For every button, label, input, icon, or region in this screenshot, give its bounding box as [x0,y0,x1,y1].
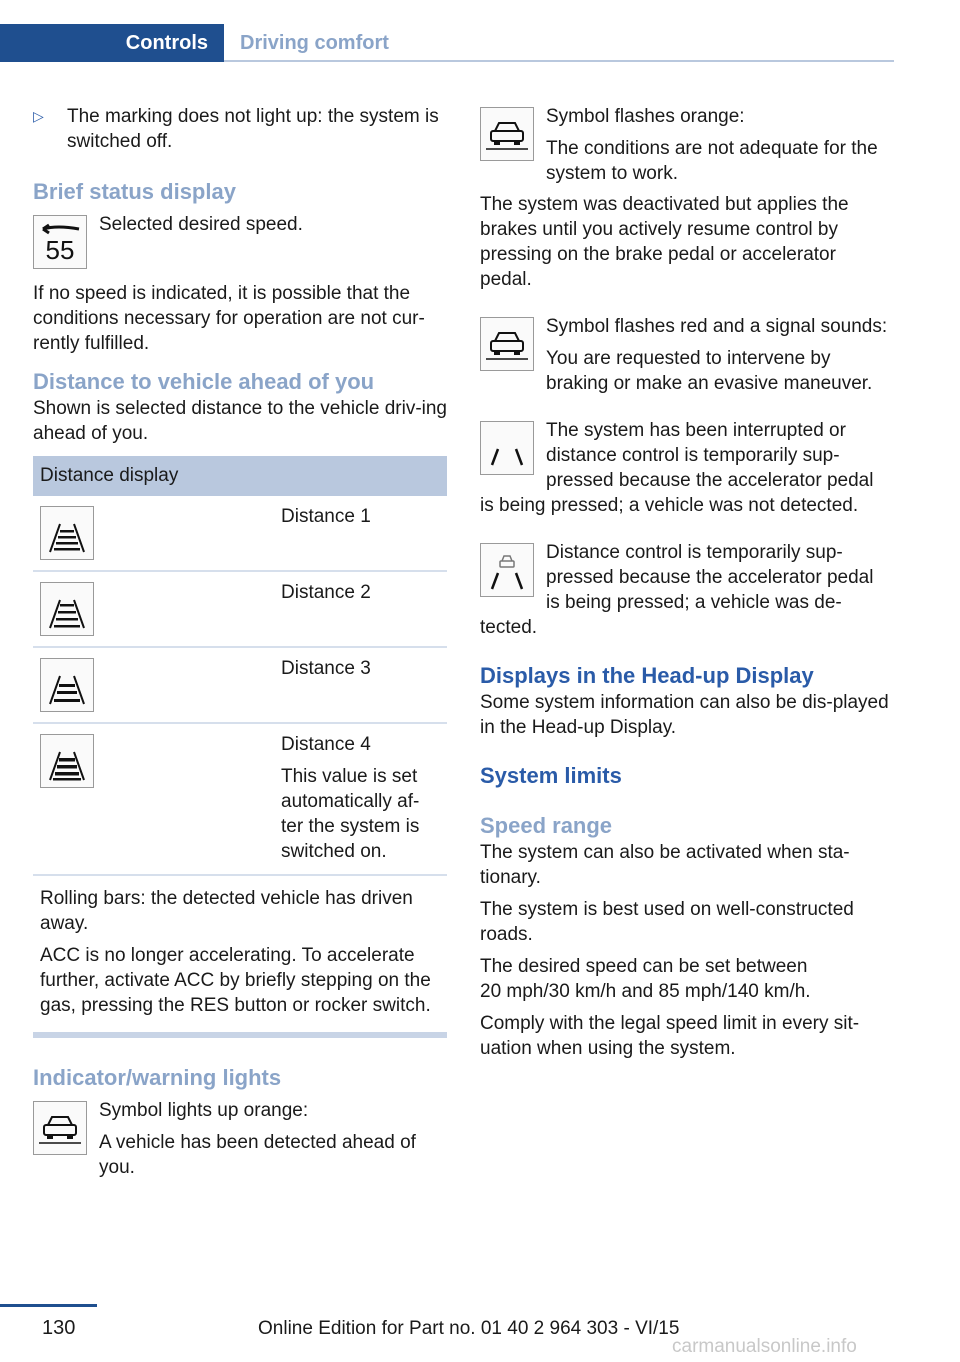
distance-2-label: Distance 2 [281,582,371,603]
indicator-flash-red-title: Symbol flashes red and a signal sounds: [546,316,888,337]
header-section-label: Controls [125,31,208,54]
header-section-tab [0,24,224,62]
indicator-flash-orange-text: The conditions are not adequate for the system to work. [546,138,878,184]
rolling-bars-note: Rolling bars: the detected vehicle has driven away. [40,888,413,934]
right-column [480,104,892,1061]
lane-lines-icon [480,421,534,475]
speed-range-p1: The system can also be activated when sta-tionary. [480,842,850,888]
brief-status-caption: Selected desired speed. [99,214,303,235]
left-column [33,104,447,1180]
indicator-suppressed-block [480,540,892,640]
speed-range-heading: Speed range [480,813,613,838]
indicator-interrupted-text: The system has been interrupted or distance control is temporarily sup-pressed because the accelerator pedal is being pressed; a vehicle was not detected. [480,420,874,516]
brief-status-heading: Brief status display [33,179,236,204]
speed-range-p3a: The desired speed can be set between [480,956,808,977]
indicator-suppressed-text: Distance control is temporarily sup-pressed because the accelerator pedal is being pressed; a vehicle was de-tected. [480,542,874,638]
car-ahead-red-icon [480,317,534,371]
indicator-flash-red-text: You are requested to intervene by braking or make an evasive maneuver. [546,348,873,394]
bullet-text: The marking does not light up: the system is switched off. [67,106,439,152]
distance-table-footer [33,876,447,1038]
distance-table-header: Distance display [33,456,447,496]
speed-value-text: 55 [45,235,75,265]
speed-range-p3b: 20 mph/30 km/h and 85 mph/140 km/h. [480,981,811,1002]
hud-heading: Displays in the Head-up Display [480,663,814,688]
deactivated-note: The system was deactivated but applies the brakes until you actively resume control by pressing on the brake pedal or accelerator pedal. [480,194,849,290]
page-number: 130 [42,1317,76,1339]
speed-display-icon [33,215,87,269]
distance-1-icon [40,506,94,560]
distance-4-label: Distance 4 [281,734,371,755]
brief-status-block [33,212,447,273]
distance-3-label: Distance 3 [281,658,371,679]
distance-intro: Shown is selected distance to the vehicle driv-ing ahead of you. [33,398,448,444]
watermark[interactable]: carmanualsonline.info [672,1336,857,1357]
footer-rule [0,1304,97,1307]
indicator-flash-orange-title: Symbol flashes orange: [546,106,745,127]
distance-table [33,456,447,1038]
bullet-item [33,104,447,154]
distance-heading: Distance to vehicle ahead of you [33,369,375,394]
speed-range-p2: The system is best used on well-constructed roads. [480,899,854,945]
car-ahead-orange-icon [33,1101,87,1155]
distance-4-icon [40,734,94,788]
speed-range-p4: Comply with the legal speed limit in every sit-uation when using the system. [480,1013,860,1059]
triangle-bullet-icon: ▷ [33,108,44,124]
car-ahead-flash-orange-icon [480,107,534,161]
indicator-interrupted-block [480,418,892,518]
distance-1-label: Distance 1 [281,506,371,527]
indicator-orange-title: Symbol lights up orange: [99,1100,309,1121]
indicator-heading: Indicator/warning lights [33,1065,282,1090]
indicator-orange-text: A vehicle has been detected ahead of you. [99,1132,416,1178]
indicator-flash-red-block [480,314,892,396]
acc-note: ACC is no longer accelerating. To accelerate further, activate ACC by briefly stepping on the gas, pressing the RES button or rocker switch. [40,945,431,1016]
indicator-orange-block [33,1098,447,1180]
system-limits-heading: System limits [480,763,622,788]
indicator-flash-orange-block [480,104,892,186]
table-row [33,496,447,572]
table-row [33,648,447,724]
distance-2-icon [40,582,94,636]
edition-text: Online Edition for Part no. 01 40 2 964 303 - VI/15 [258,1318,680,1339]
distance-3-icon [40,658,94,712]
distance-4-note: This value is set automatically af-ter the system is switched on. [281,766,420,862]
brief-status-note: If no speed is indicated, it is possible that the conditions necessary for operation are not cur-rently fulfilled. [33,283,425,354]
table-row [33,724,447,876]
table-row [33,572,447,648]
hud-text: Some system information can also be dis-played in the Head-up Display. [480,692,889,738]
header-subsection: Driving comfort [240,31,389,54]
header-rule [224,60,894,62]
lane-car-icon [480,543,534,597]
